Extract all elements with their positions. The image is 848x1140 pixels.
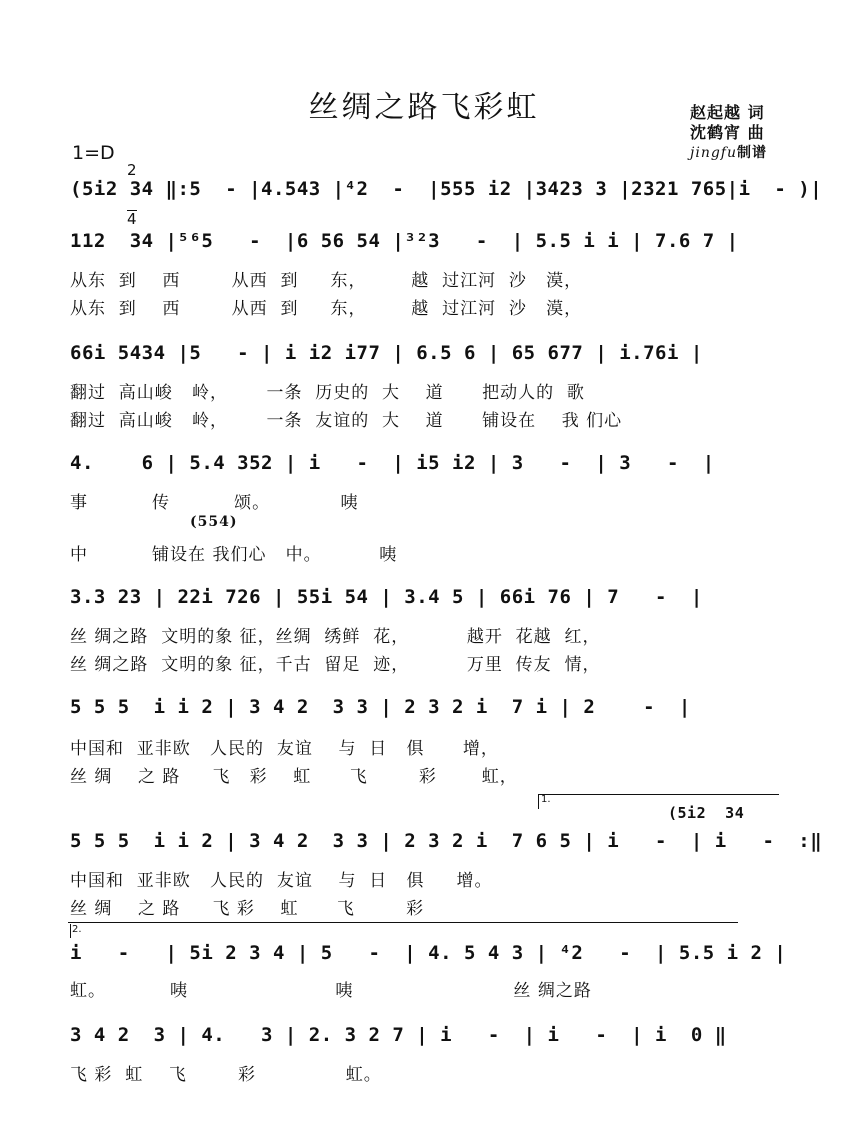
score-line-9-lyric-1: 飞 彩 虹 飞 彩 虹。 — [70, 1065, 382, 1085]
score-line-8-lyric-1: 虹。 咦 咦 丝 绸之路 — [70, 981, 592, 1001]
volta-1-label: 1. — [541, 794, 551, 805]
score-line-6-lyric-2: 丝 绸 之 路 飞 彩 虹 飞 彩 虹， — [70, 767, 518, 787]
score-line-2-lyric-2: 从东 到 西 从西 到 东， 越 过江河 沙 漠， — [70, 299, 583, 319]
score-line-7-notes: 5 5 5 i i 2 | 3 4 2 3 3 | 2 3 2 i 7 6 5 | i - | i - :‖ — [70, 830, 823, 852]
arranger-credit — [690, 142, 767, 162]
composer-credit: 沈鹤宵 曲 — [690, 123, 765, 142]
score-line-2-lyric-1: 从东 到 西 从西 到 东， 越 过江河 沙 漠， — [70, 271, 583, 291]
meter-top: 2 — [127, 161, 137, 179]
score-line-4-alt-notes: (554) — [190, 514, 238, 530]
meter-bottom: 4 — [127, 210, 137, 228]
volta-2-bracket — [70, 924, 191, 938]
volta-2-label: 2. — [72, 924, 82, 935]
score-line-1-notes: (5i2 34 ‖:5 - |4.543 |⁴2 - |555 i2 |3423 3 |2321 765|i - )| — [70, 178, 823, 200]
score-line-3-notes: 66i 5434 |5 - | i i2 i77 | 6.5 6 | 65 677 | i.76i | — [70, 342, 703, 364]
song-title: 丝绸之路飞彩虹 — [308, 90, 540, 125]
score-line-6-lyric-1: 中国和 亚非欧 人民的 友谊 与 日 俱 增， — [70, 739, 499, 759]
arranger-name: jingfu — [690, 145, 737, 161]
arranger-suffix: 制谱 — [737, 145, 767, 161]
score-line-4-notes: 4. 6 | 5.4 352 | i - | i5 i2 | 3 - | 3 - | — [70, 452, 715, 474]
score-line-7-lyric-2: 丝 绸 之 路 飞 彩 虹 飞 彩 — [70, 899, 425, 919]
score-line-9-notes: 3 4 2 3 | 4. 3 | 2. 3 2 7 | i - | i - | i 0 ‖ — [70, 1024, 727, 1046]
score-line-4-lyric-2: 中 铺设在 我们心 中。 咦 — [70, 545, 398, 565]
score-line-5-lyric-1: 丝 绸之路 文明的象 征，丝绸 绣鲜 花， 越开 花越 红， — [70, 627, 601, 647]
score-line-5-lyric-2: 丝 绸之路 文明的象 征，千古 留足 迹， 万里 传友 情， — [70, 655, 601, 675]
score-line-8-notes: i - | 5i 2 3 4 | 5 - | 4. 5 4 3 | ⁴2 - | 5.5 i 2 | — [70, 942, 787, 964]
score-line-4-lyric-1: 事 传 颂。 咦 — [70, 493, 359, 513]
score-line-5-notes: 3.3 23 | 22i 726 | 55i 54 | 3.4 5 | 66i 76 | 7 - | — [70, 586, 703, 608]
section-rule — [68, 922, 738, 923]
score-line-2-notes: 112 34 |⁵⁶5 - |6 56 54 |³²3 - | 5.5 i i | 7.6 7 | — [70, 230, 739, 252]
lyricist-credit: 赵起越 词 — [690, 103, 765, 122]
score-line-3-lyric-2: 翻过 高山峻 岭， 一条 友谊的 大 道 铺设在 我 们心 — [70, 411, 623, 431]
key-signature: 1=D — [72, 142, 115, 164]
score-line-3-lyric-1: 翻过 高山峻 岭， 一条 历史的 大 道 把动人的 歌 — [70, 383, 585, 403]
score-line-7-lyric-1: 中国和 亚非欧 人民的 友谊 与 日 俱 增。 — [70, 871, 493, 891]
score-line-6-notes: 5 5 5 i i 2 | 3 4 2 3 3 | 2 3 2 i 7 i | 2 - | — [70, 696, 691, 718]
repeat-intro-notes: (5i2 34 — [668, 804, 745, 822]
